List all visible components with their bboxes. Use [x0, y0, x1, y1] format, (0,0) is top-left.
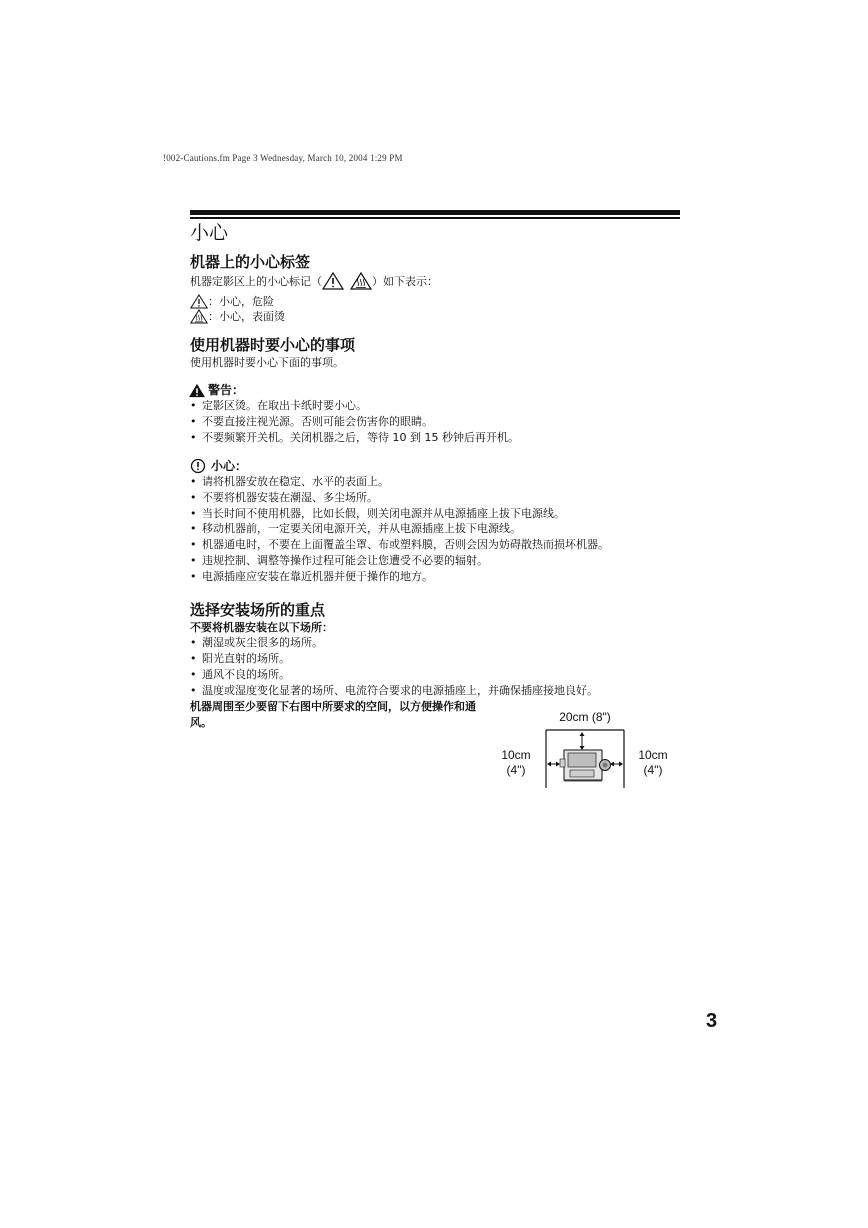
install-heading: 选择安装场所的重点: [190, 601, 326, 620]
usage-heading: 使用机器时要小心的事项: [190, 336, 356, 354]
hot-surface-icon: [190, 309, 208, 324]
page-title: 小心: [190, 222, 229, 244]
space-note: 机器周围至少要留下右图中所要求的空间，以方便操作和通风。: [190, 699, 476, 729]
diagram-left-label-2: (4"): [506, 763, 526, 777]
install-subheading: 不要将机器安装在以下场所：: [190, 621, 333, 635]
caution-symbol-line: [190, 294, 680, 309]
caution-symbol-text: ：小心，危险: [208, 295, 274, 308]
hot-symbol-text: ：小心，表面烫: [208, 310, 285, 323]
diagram-right-label-1: 10cm: [638, 748, 668, 762]
exclamation-circle-icon: [190, 458, 208, 474]
file-header: !002-Cautions.fm Page 3 Wednesday, March 10, 2004 1:29 PM: [163, 153, 403, 163]
warning-triangle-icon: [190, 294, 208, 309]
list-item: • 定影区烫。在取出卡纸时要小心。: [190, 398, 680, 414]
diagram-right-label-2: (4"): [643, 763, 663, 777]
list-item: • 潮湿或灰尘很多的场所。: [190, 635, 680, 651]
copier-top-view-illustration: [490, 706, 680, 790]
list-item: • 请将机器安放在稳定、水平的表面上。: [190, 474, 680, 490]
warning-label: 警告：: [208, 383, 245, 397]
caution-label: 小心：: [211, 458, 248, 473]
title-rule-thick: [190, 210, 680, 215]
labels-intro-before: 机器定影区上的小心标记（: [190, 274, 322, 288]
caution-heading: [190, 458, 680, 474]
labels-heading: 机器上的小心标签: [190, 253, 311, 271]
warning-triangle-icon: [322, 272, 344, 290]
hot-symbol-line: [190, 309, 680, 324]
list-item: • 不要将机器安装在潮湿、多尘场所。: [190, 490, 680, 506]
clearance-diagram: [490, 706, 680, 790]
list-item: • 违规控制、调整等操作过程可能会让您遭受不必要的辐射。: [190, 553, 680, 569]
list-item: • 电源插座应安装在靠近机器并便于操作的地方。: [190, 569, 680, 585]
install-list: [190, 635, 680, 699]
list-item: • 机器通电时，不要在上面覆盖尘罩、布或塑料膜，否则会因为妨碍散热而损坏机器。: [190, 537, 680, 553]
labels-intro: [190, 272, 680, 290]
list-item: • 通风不良的场所。: [190, 667, 680, 683]
warning-filled-icon: [188, 383, 206, 398]
title-rule-thin: [190, 217, 680, 219]
hot-surface-icon: [350, 272, 372, 290]
list-item: • 不要直接注视光源。否则可能会伤害你的眼睛。: [190, 414, 680, 430]
diagram-left-label-1: 10cm: [501, 748, 531, 762]
warning-list: [190, 398, 680, 446]
page-content: [190, 220, 680, 731]
list-item: • 移动机器前，一定要关闭电源开关，并从电源插座上拔下电源线。: [190, 521, 680, 537]
diagram-top-label: 20cm (8"): [559, 710, 611, 724]
page-number: 3: [706, 1010, 718, 1032]
list-item: • 当长时间不使用机器，比如长假，则关闭电源并从电源插座上拔下电源线。: [190, 506, 680, 522]
list-item: • 不要频繁开关机。关闭机器之后，等待 10 到 15 秒钟后再开机。: [190, 430, 680, 446]
warning-heading: [190, 382, 680, 398]
list-item: • 阳光直射的场所。: [190, 651, 680, 667]
caution-list: [190, 474, 680, 585]
labels-intro-after: ）如下表示：: [372, 274, 438, 288]
usage-intro: 使用机器时要小心下面的事项。: [190, 356, 344, 369]
list-item: • 温度或湿度变化显著的场所、电流符合要求的电源插座上，并确保插座接地良好。: [190, 683, 680, 699]
